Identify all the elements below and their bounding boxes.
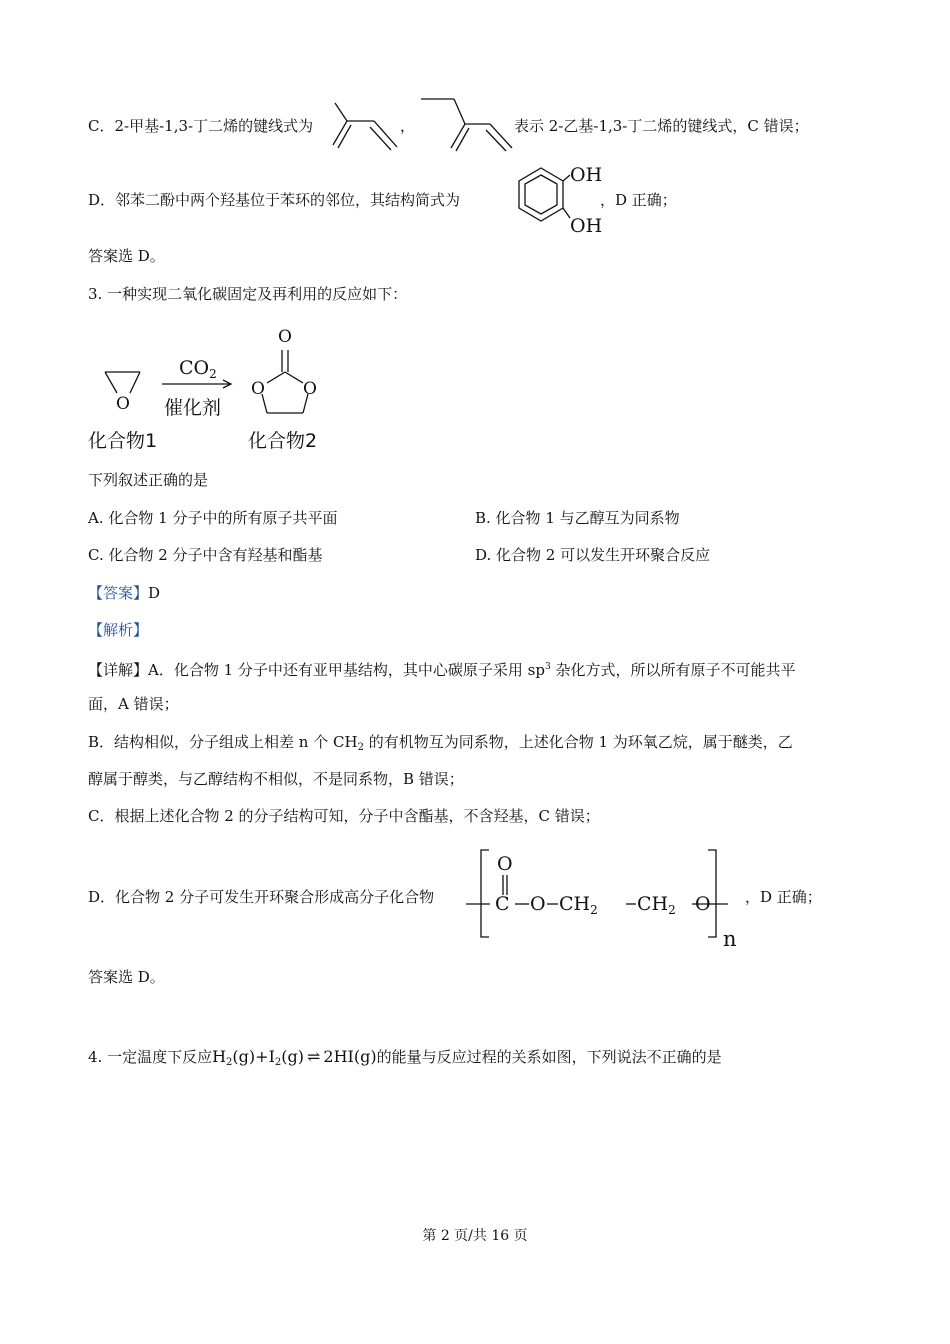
- detail-a-line2: 面，A 错误；: [88, 695, 179, 713]
- q2-option-d-line: [88, 190, 460, 210]
- compound2-label: 化合物2: [248, 430, 318, 452]
- q2-c-text-end: 表示 2-乙基-1,3-丁二烯的键线式，C 错误；: [514, 117, 809, 135]
- q3-stem: 3. 一种实现二氧化碳固定及再利用的反应如下：: [88, 285, 408, 303]
- q2-option-c-line: [88, 116, 313, 136]
- reagent-co2: $CO_2$: [179, 357, 217, 381]
- epoxide-oxygen: O: [116, 394, 130, 414]
- q2-answer: 答案选 D。: [88, 247, 165, 265]
- detail-a-line1: 【详解】A．化合物 1 分子中还有亚甲基结构，其中心碳原子采用 $sp^3$ 杂化方式，所以所有原子不可能共平: [88, 661, 796, 679]
- q3-answer: 答案选 D。: [88, 968, 165, 986]
- 2-ethyl-butadiene-skeletal: [418, 93, 514, 153]
- page-footer: 第 2 页/共 16 页: [422, 1228, 528, 1244]
- polymer-o2: O: [695, 893, 711, 915]
- answer-value: D: [148, 584, 161, 602]
- detail-c: C．根据上述化合物 2 的分子结构可知，分子中含酯基，不含羟基，C 错误；: [88, 807, 600, 825]
- q3-option-a: A. 化合物 1 分子中的所有原子共平面: [88, 509, 338, 527]
- catechol-oh-bottom: OH: [570, 215, 603, 237]
- q3-prompt: 下列叙述正确的是: [88, 471, 209, 489]
- detail-b-line1: B．结构相似，分子组成上相差 n 个 $CH_2$ 的有机物互为同系物，上述化合物 1 为环氧乙烷，属于醚类，乙: [88, 733, 793, 753]
- polymer-n: n: [723, 927, 737, 951]
- ring-oxygen-left: O: [251, 379, 265, 399]
- q4-equation: $H_2(g)+I_2(g)$ ⇌ 2HI(g): [212, 1047, 377, 1068]
- polymer-structure: [466, 845, 756, 951]
- q3-answer-line: [88, 583, 160, 603]
- carbonyl-oxygen: O: [278, 327, 292, 347]
- polymer-o-carbonyl: O: [497, 853, 513, 875]
- 2-methyl-butadiene-skeletal: [328, 100, 400, 152]
- q4-stem: 4. 一定温度下反应$H_2(g)+I_2(g)$ ⇌ 2HI(g)的能量与反应过程的关系如图，下列说法不正确的是: [88, 1047, 722, 1068]
- detail-d-line: D．化合物 2 分子可发生开环聚合形成高分子化合物: [88, 888, 435, 906]
- detail-d-end: ，D 正确；: [745, 888, 822, 906]
- catechol-oh-top: OH: [570, 164, 603, 186]
- answer-tag: 【答案】: [88, 584, 149, 602]
- detail-b-line2: 醇属于醇类，与乙醇结构不相似，不是同系物，B 错误；: [88, 770, 464, 788]
- q2-d-text: D．邻苯二酚中两个羟基位于苯环的邻位，其结构简式为: [88, 191, 461, 209]
- q3-option-b: B. 化合物 1 与乙醇互为同系物: [475, 509, 680, 527]
- q2-c-text: C．2-甲基-1,3-丁二烯的键线式为: [88, 117, 314, 135]
- polymer-ch2-a: $CH_2$: [559, 893, 598, 917]
- q2-d-text-end: ，D 正确；: [600, 191, 677, 209]
- left-bracket: [481, 850, 489, 937]
- polymer-c: C: [495, 893, 510, 915]
- q3-option-c: C. 化合物 2 分子中含有羟基和酯基: [88, 546, 323, 564]
- analysis-tag: 【解析】: [88, 621, 149, 639]
- ring-oxygen-right: O: [303, 379, 317, 399]
- catechol-structure: [500, 158, 610, 238]
- polymer-o1: O: [530, 893, 546, 915]
- compound1-label: 化合物1: [88, 430, 158, 452]
- q3-option-d: D. 化合物 2 可以发生开环聚合反应: [475, 546, 711, 564]
- polymer-ch2-b: $CH_2$: [637, 893, 676, 917]
- q2-c-comma: ，: [400, 117, 416, 135]
- catalyst-label: 催化剂: [164, 397, 222, 419]
- reaction-scheme: [95, 320, 355, 425]
